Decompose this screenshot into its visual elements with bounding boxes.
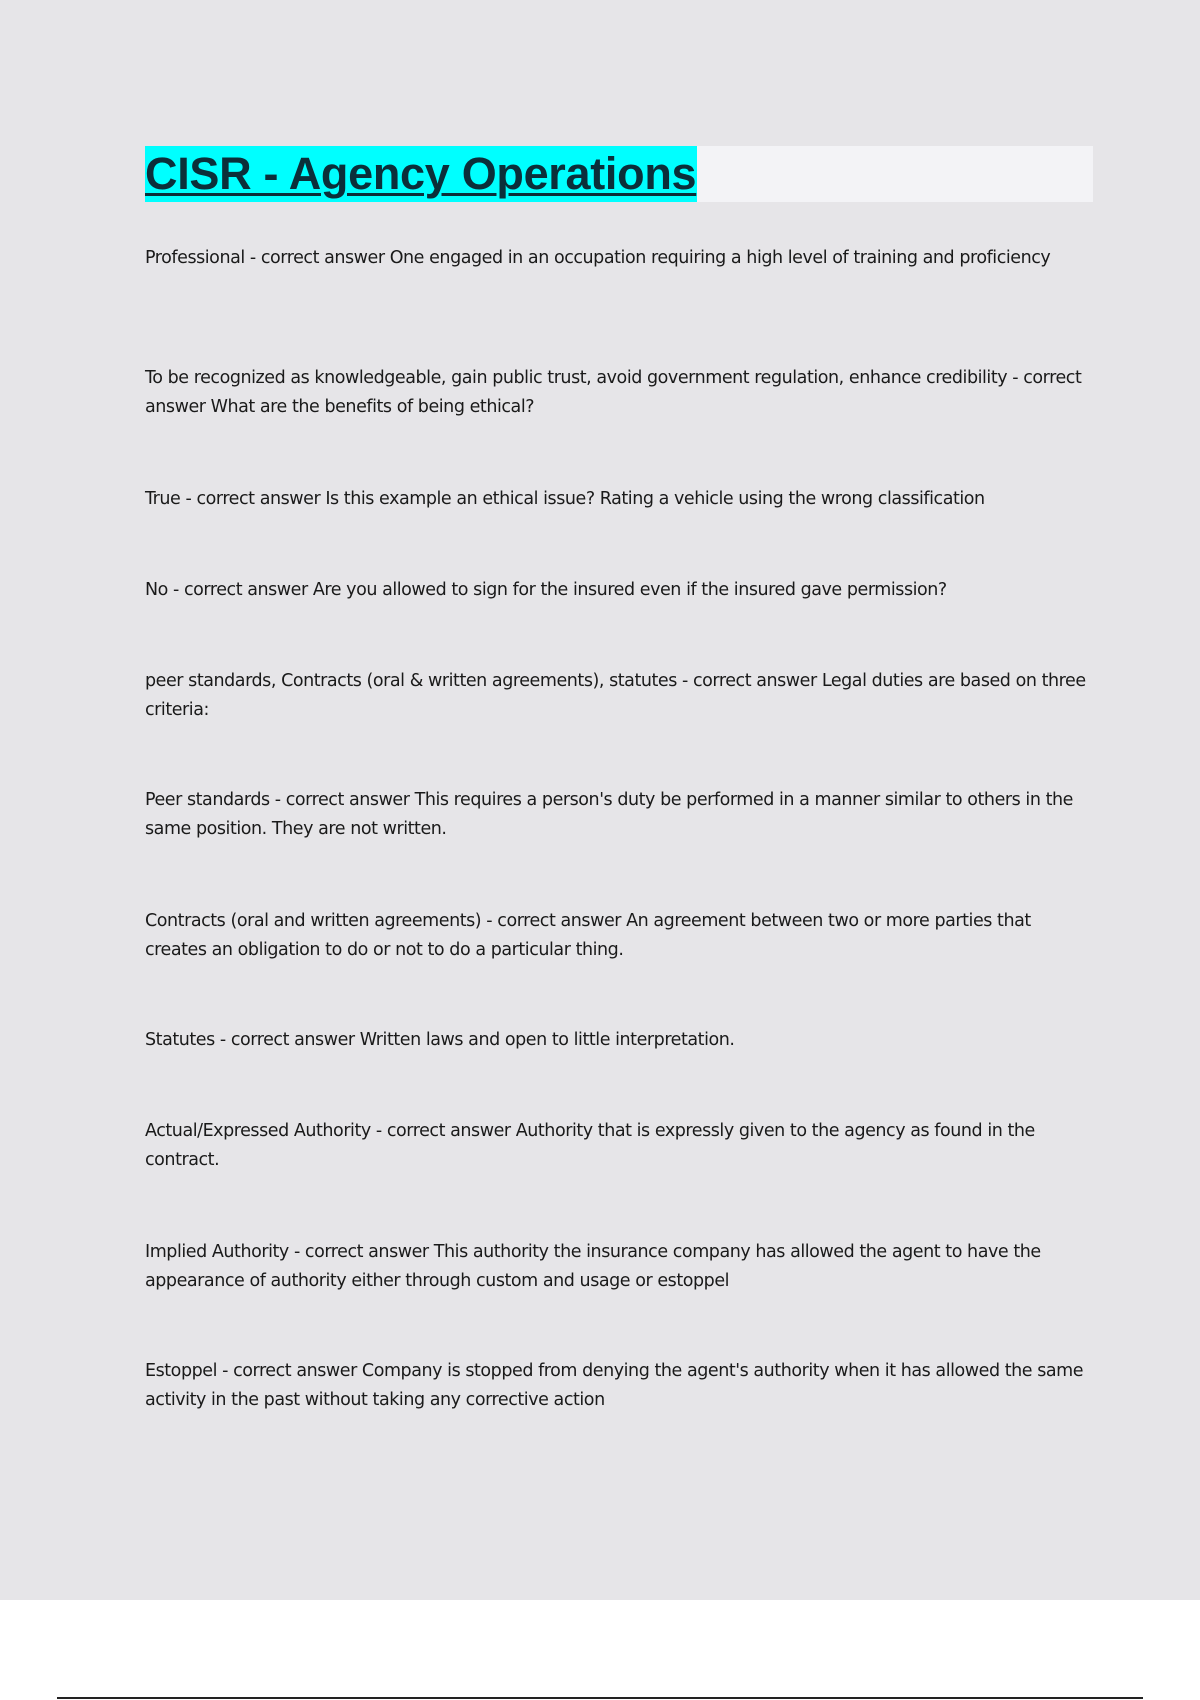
qa-entry: To be recognized as knowledgeable, gain public trust, avoid government regulation, enhance credibility - correct answer What are the benefits of being ethical? bbox=[145, 368, 1082, 417]
qa-entry: Statutes - correct answer Written laws and open to little interpretation. bbox=[145, 1030, 735, 1050]
qa-entry: True - correct answer Is this example an ethical issue? Rating a vehicle using the wrong classification bbox=[145, 489, 985, 509]
qa-entry: Implied Authority - correct answer This authority the insurance company has allowed the agent to have the appearance of authority either through custom and usage or estoppel bbox=[145, 1242, 1041, 1291]
qa-entry: peer standards, Contracts (oral & written agreements), statutes - correct answer Legal duties are based on three criteria: bbox=[145, 671, 1086, 720]
qa-entry: No - correct answer Are you allowed to sign for the insured even if the insured gave permission? bbox=[145, 580, 947, 600]
qa-entry: Actual/Expressed Authority - correct answer Authority that is expressly given to the agency as found in the contract. bbox=[145, 1121, 1035, 1170]
qa-entry: Estoppel - correct answer Company is stopped from denying the agent's authority when it has allowed the same activity in the past without taking any corrective action bbox=[145, 1361, 1084, 1410]
qa-entry: Contracts (oral and written agreements) - correct answer An agreement between two or more parties that creates an obligation to do or not to do a particular thing. bbox=[145, 911, 1031, 960]
qa-entry: Professional - correct answer One engaged in an occupation requiring a high level of training and proficiency bbox=[145, 248, 1051, 268]
document-title: CISR - Agency Operations bbox=[145, 146, 697, 202]
footer-divider bbox=[57, 1697, 1143, 1699]
qa-entry: Peer standards - correct answer This requires a person's duty be performed in a manner similar to others in the same position. They are not written. bbox=[145, 790, 1073, 839]
